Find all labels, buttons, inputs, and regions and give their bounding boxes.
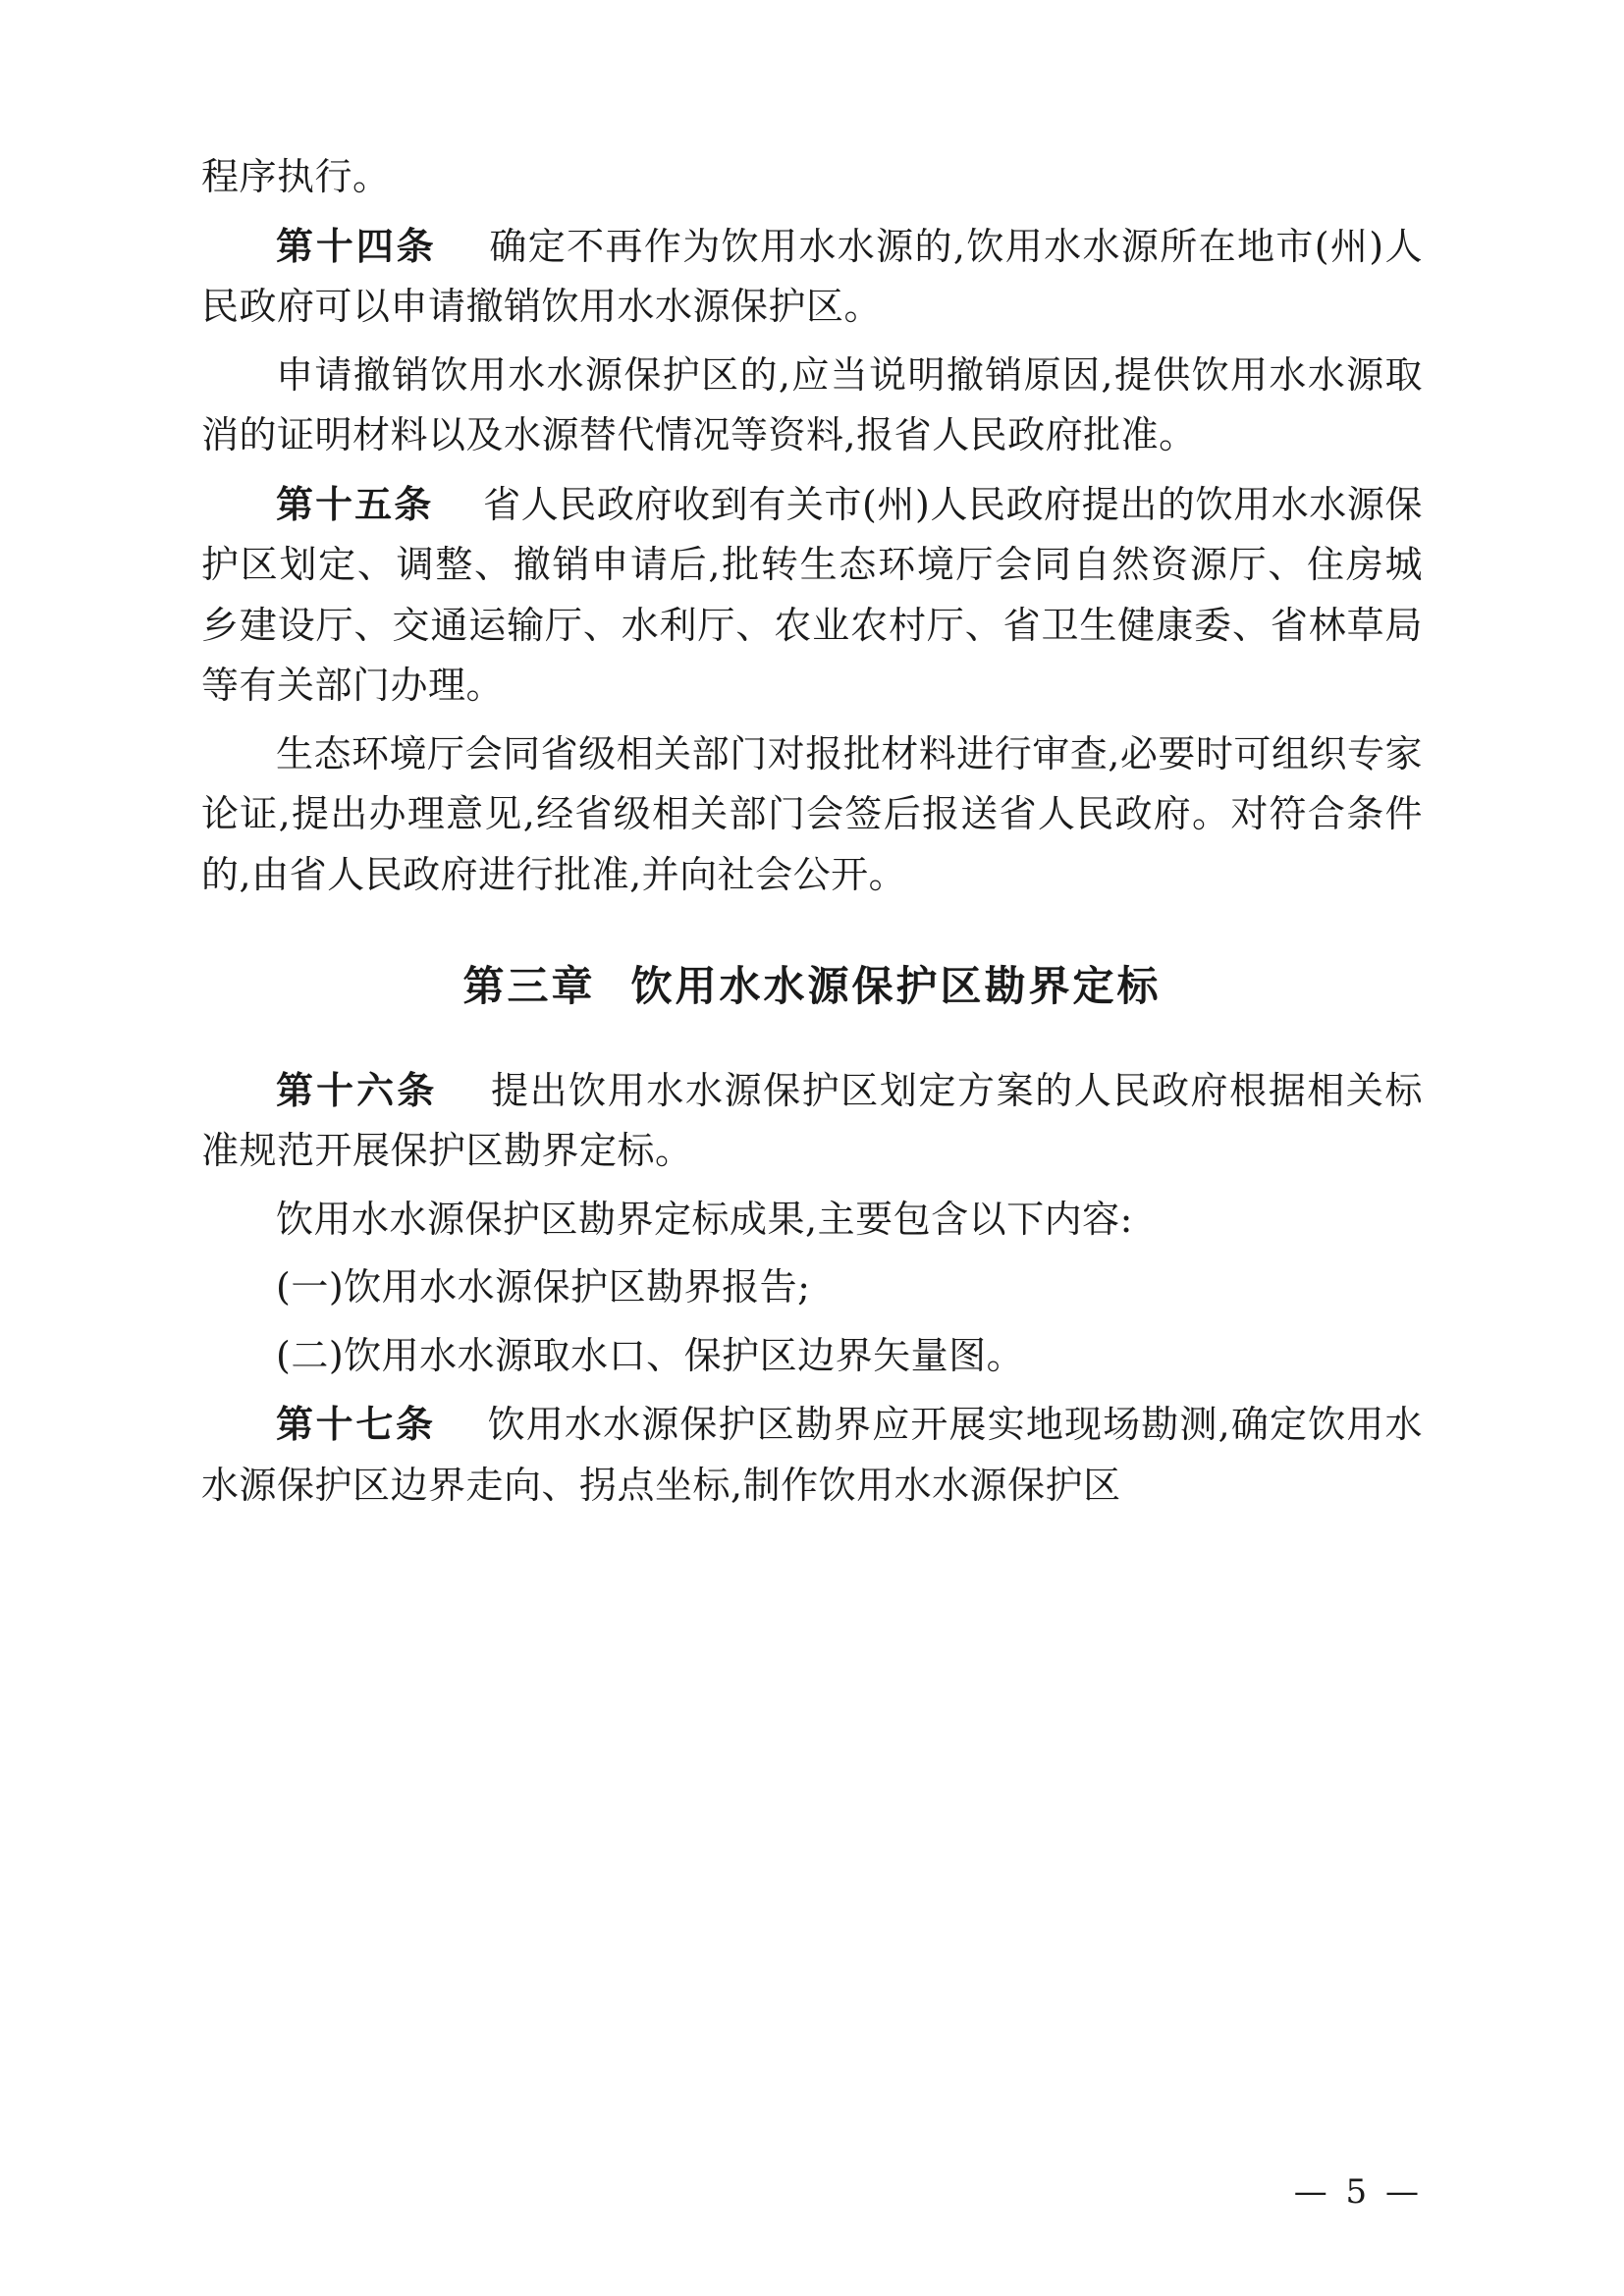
list-item-2 [201, 1326, 1423, 1387]
document-body [201, 147, 1423, 1516]
chapter-title-text: 饮用水水源保护区勘界定标 [630, 961, 1162, 1010]
article-17 [201, 1394, 1423, 1516]
article-16-paragraph-2 [201, 1190, 1423, 1251]
article-text: 饮用水水源保护区勘界应开展实地现场勘测,确定饮用水水源保护区边界走向、拐点坐标,制作饮用水水源保护区 [201, 1403, 1423, 1507]
label-spacer [449, 1403, 488, 1446]
article-14-paragraph-2 [201, 346, 1423, 466]
list-item-text: (一)饮用水水源保护区勘界报告; [276, 1265, 811, 1309]
article-text: 确定不再作为饮用水水源的,饮用水水源所在地市(州)人民政府可以申请撤销饮用水水源保护区。 [201, 224, 1423, 329]
article-label: 第十七条 [276, 1402, 436, 1447]
article-label: 第十六条 [276, 1067, 438, 1112]
label-spacer [451, 1069, 491, 1112]
article-14 [201, 216, 1423, 338]
paragraph-continued [201, 147, 1423, 208]
paragraph-text: 饮用水水源保护区勘界定标成果,主要包含以下内容: [276, 1197, 1133, 1241]
paragraph-text: 程序执行。 [201, 155, 391, 198]
article-label: 第十五条 [276, 481, 434, 526]
paragraph-text: 申请撤销饮用水水源保护区的,应当说明撤销原因,提供饮用水水源取消的证明材料以及水源替代情况等资料,报省人民政府批准。 [201, 352, 1423, 457]
paragraph-text: 生态环境厅会同省级相关部门对报批材料进行审查,必要时可组织专家论证,提出办理意见,经省级相关部门会签后报送省人民政府。对符合条件的,由省人民政府进行批准,并向社会公开。 [201, 731, 1423, 897]
article-text: 提出饮用水水源保护区划定方案的人民政府根据相关标准规范开展保护区勘界定标。 [201, 1068, 1423, 1173]
chapter-number: 第三章 [462, 961, 596, 1010]
article-text: 省人民政府收到有关市(州)人民政府提出的饮用水水源保护区划定、调整、撤销申请后,批转生态环境厅会同自然资源厅、住房城乡建设厅、交通运输厅、水利厅、农业农村厅、省卫生健康委、省林草局等有关部门办理。 [201, 482, 1423, 708]
article-15-paragraph-2 [201, 724, 1423, 906]
article-15 [201, 474, 1423, 717]
label-spacer [446, 483, 483, 526]
article-16 [201, 1060, 1423, 1182]
label-spacer [450, 225, 489, 268]
chapter-heading [201, 955, 1423, 1017]
article-label: 第十四条 [276, 223, 437, 268]
list-item-1 [201, 1257, 1423, 1318]
list-item-text: (二)饮用水水源取水口、保护区边界矢量图。 [276, 1333, 1025, 1377]
page-number: — 5 — [1293, 2172, 1423, 2212]
